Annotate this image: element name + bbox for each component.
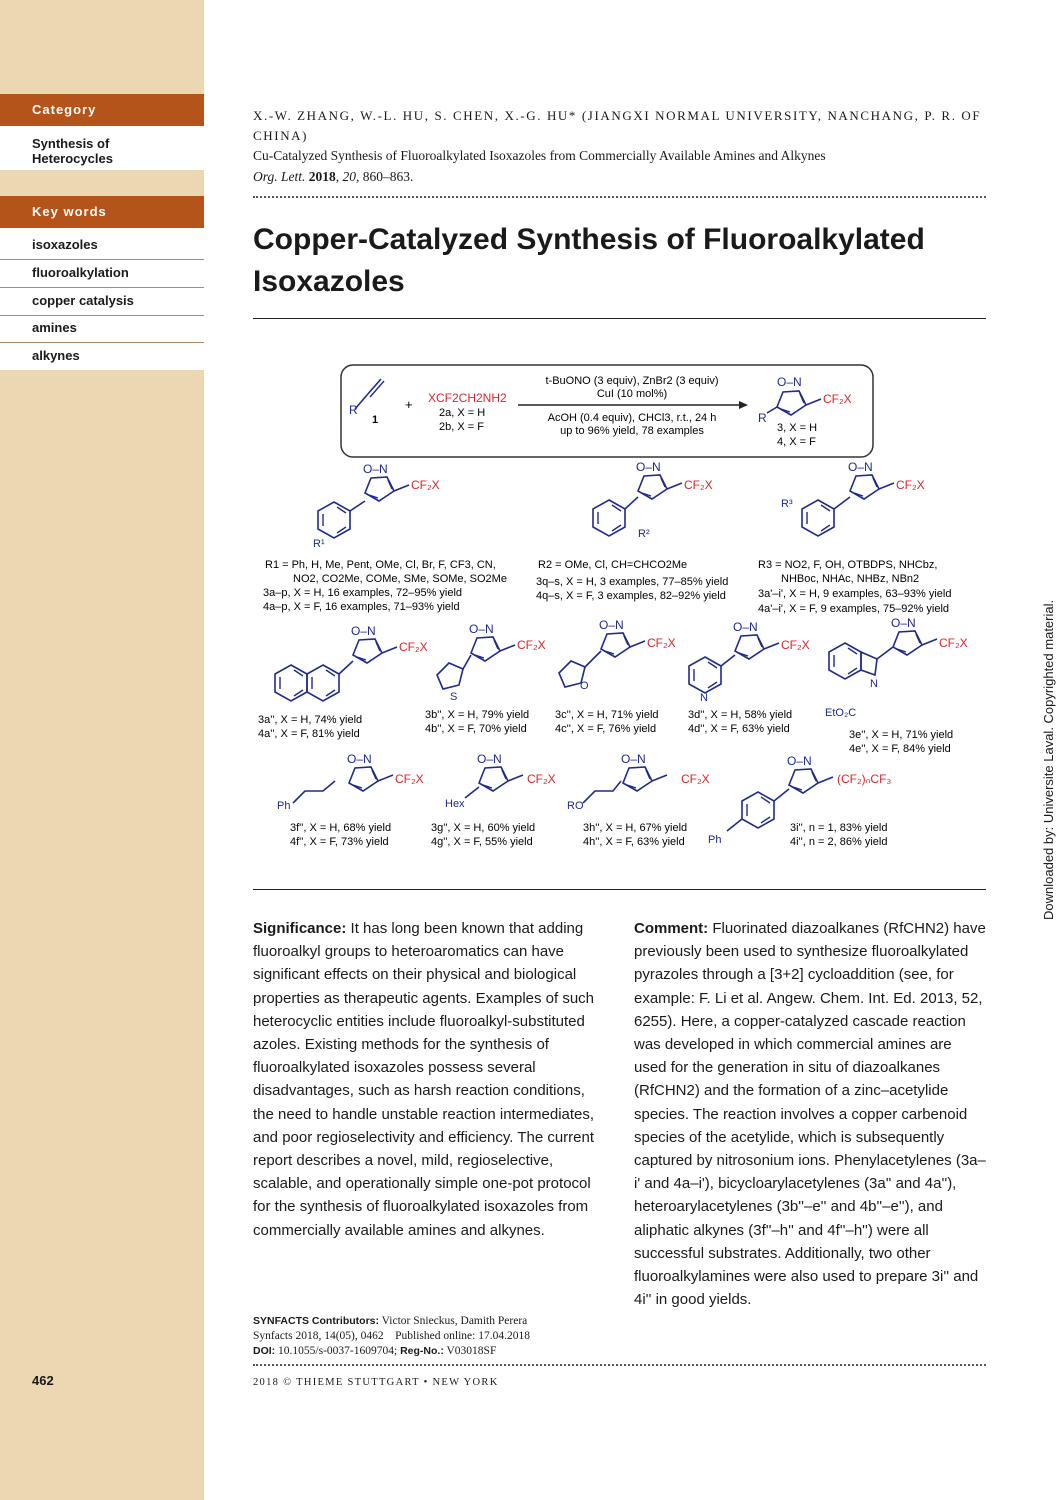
doi-label: DOI: [253,1345,276,1357]
reg-number: V03018SF [446,1345,497,1357]
svg-text:O–N: O–N [347,752,372,766]
volume: 20 [342,169,357,184]
svg-text:+: + [405,397,413,412]
svg-text:CF₂X: CF₂X [781,638,810,652]
catalyst: CuI (10 mol%) [596,388,668,400]
svg-text:CF₂X: CF₂X [527,772,556,786]
r3-3: 3a'–i', X = H, 9 examples, 63–93% yield [758,588,952,600]
reaction-scheme [253,325,987,855]
r2-3: 3q–s, X = H, 3 examples, 77–85% yield [536,576,729,588]
svg-text:CF₂X: CF₂X [823,392,852,406]
svg-text:R: R [758,411,767,425]
amine-2b: 2b, X = F [439,421,484,433]
dotted-divider [253,196,986,198]
row2-b: 4d'', X = F, 63% yield [688,723,790,735]
scheme-divider [253,889,986,890]
significance-label: Significance: [253,920,347,937]
title-divider [253,318,986,319]
r1-line2: NO2, CO2Me, COMe, SMe, SOMe, SO2Me [293,573,507,585]
pages: , 860–863. [356,169,414,184]
product-4: 4, X = F [777,436,816,448]
authors: X.-W. ZHANG, W.-L. HU, S. CHEN, X.-G. HU* (JIANGXI NORMAL UNIVERSITY, NANCHANG, P. R. OF CHINA) [253,108,982,143]
svg-text:S: S [450,691,458,703]
reference-citation: Org. Lett. 2018, 20, 860–863. [253,169,414,184]
keywords-block [0,228,204,370]
reagent-top: t-BuONO (3 equiv), ZnBr2 (3 equiv) [545,375,719,387]
svg-text:N: N [870,678,878,690]
row2-b: 4c'', X = F, 76% yield [555,723,657,735]
amine: XCF2CH2NH2 [428,391,507,405]
journal: Org. Lett. [253,169,306,184]
svg-text:O–N: O–N [787,754,812,768]
sidebar [0,0,204,1500]
r3-4: 4a'–i', X = F, 9 examples, 75–92% yield [758,603,950,615]
svg-text:O–N: O–N [351,624,376,638]
reg-label: Reg-No.: [400,1345,444,1357]
svg-text:R²: R² [638,528,650,540]
contributors-label: SYNFACTS Contributors: [253,1315,379,1327]
comment-text: Fluorinated diazoalkanes (RfCHN2) have previously been used to synthesize fluoroalkylated pyrazoles through a [3+2] cycloaddition (see, for example: F. Li et al. Angew. Chem. Int. Ed. 2013, 52, 6255). Here, a copper-catalyzed cascade reaction was developed in which commercial amines are used for the generation in situ of diazoalkanes (RfCHN2) and the formation of a zinc–acetylide species. The reaction involves a copper carbenoid species of the acetylide, which is subsequently captured by nitrosonium ions. Phenylacetylenes (3a–i' and 4a–i'), bicycloarylacetylenes (3a'' and 4a''), heteroarylacetylenes (3b''–e'' and 4b''–e''), and aliphatic alkynes (3f''–h'' and 4f''–h'') were all successful substrates. Additionally, two other fluoroalkylamines were also used to prepare 3i'' and 4i'' in good yields. [634,920,986,1309]
footer-copyright: 2018 © THIEME STUTTGART • NEW YORK [253,1377,499,1388]
svg-text:O–N: O–N [733,620,758,634]
row2-a: 3e'', X = H, 71% yield [849,729,954,741]
row3-a: 3i'', n = 1, 83% yield [790,822,888,834]
row3-b: 4g'', X = F, 55% yield [431,836,533,848]
svg-text:(CF₂)ₙCF₃: (CF₂)ₙCF₃ [837,772,892,786]
product-3: 3, X = H [777,422,818,434]
significance-section [253,917,605,1242]
contributors-block [253,1314,530,1359]
row3-b: 4i'', n = 2, 86% yield [790,836,888,848]
r2-4: 4q–s, X = F, 3 examples, 82–92% yield [536,590,726,602]
svg-text:O–N: O–N [363,462,388,476]
keyword: amines [32,320,77,335]
svg-text:CF₂X: CF₂X [681,772,710,786]
keywords-header: Key words [0,196,204,228]
svg-text:O–N: O–N [636,460,661,474]
reference-title: Cu-Catalyzed Synthesis of Fluoroalkylated Isoxazoles from Commercially Available Amines and Alkynes [253,148,826,163]
row3-a: 3g'', X = H, 60% yield [431,822,536,834]
year: 2018 [308,169,336,184]
svg-text:CF₂X: CF₂X [684,478,713,492]
svg-text:R¹: R¹ [313,538,325,550]
row2-a: 3b'', X = H, 79% yield [425,709,530,721]
svg-text:CF₂X: CF₂X [395,772,424,786]
reagent-bottom: AcOH (0.4 equiv), CHCl3, r.t., 24 h [547,412,717,424]
svg-text:EtO₂C: EtO₂C [825,707,857,719]
svg-text:O: O [580,680,589,692]
row3-a: 3h'', X = H, 67% yield [583,822,688,834]
row2-b: 4b'', X = F, 70% yield [425,723,527,735]
r1-4: 4a–p, X = F, 16 examples, 71–93% yield [263,601,460,613]
row3-b: 4h'', X = F, 63% yield [583,836,685,848]
row2-a: 3c'', X = H, 71% yield [555,709,659,721]
row2-a: 3a'', X = H, 74% yield [258,714,363,726]
svg-text:O–N: O–N [477,752,502,766]
svg-text:CF₂X: CF₂X [399,640,428,654]
svg-text:O–N: O–N [599,618,624,632]
r3-line2: NHBoc, NHAc, NHBz, NBn2 [781,573,920,585]
keyword: isoxazoles [32,237,98,252]
category-header: Category [0,94,204,126]
svg-text:CF₂X: CF₂X [517,638,546,652]
svg-text:N: N [700,692,708,704]
doi: 10.1055/s-0037-1609704; [278,1345,398,1357]
svg-text:O–N: O–N [469,622,494,636]
row2-a: 3d'', X = H, 58% yield [688,709,793,721]
svg-text:CF₂X: CF₂X [896,478,925,492]
svg-text:1: 1 [372,414,379,426]
row3-a: 3f'', X = H, 68% yield [290,822,392,834]
synfacts-citation: Synfacts 2018, 14(05), 0462 Published online: 17.04.2018 [253,1330,530,1342]
row2-b: 4e'', X = F, 84% yield [849,743,951,755]
download-watermark: Downloaded by: Universite Laval. Copyrighted material. [1041,599,1056,920]
svg-text:O–N: O–N [891,616,916,630]
comment-label: Comment: [634,920,709,937]
keyword: fluoroalkylation [32,265,129,280]
keyword: alkynes [32,348,80,363]
row2-b: 4a'', X = F, 81% yield [258,728,360,740]
scope-note: up to 96% yield, 78 examples [560,425,704,437]
category-block [0,126,204,170]
category-value: Synthesis of Heterocycles [32,136,113,166]
svg-text:R³: R³ [781,498,793,510]
svg-text:CF₂X: CF₂X [411,478,440,492]
svg-text:Ph: Ph [708,834,722,846]
amine-2a: 2a, X = H [439,407,486,419]
significance-text: It has long been known that adding fluoroalkyl groups to heteroaromatics can have significant effects on their physical and biological properties as therapeutic agents. Examples of such heterocyclic entities include fluoroalkyl-substituted azoles. Existing methods for the synthesis of fluoroalkylated isoxazoles possess several disadvantages, such as harsh reaction conditions, the need to handle unstable reaction intermediates, and poor regioselectivity and efficiency. The current report describes a novel, mild, regioselective, scalable, and operationally simple one-pot protocol for the synthesis of fluoroalkylated isoxazoles from commercially available amines and alkynes. [253,920,595,1239]
row3-b: 4f'', X = F, 73% yield [290,836,389,848]
r1-3: 3a–p, X = H, 16 examples, 72–95% yield [263,587,463,599]
r2-line1: R2 = OMe, Cl, CH=CHCO2Me [538,559,688,571]
r3-line1: R3 = NO2, F, OH, OTBDPS, NHCbz, [758,559,938,571]
svg-text:CF₂X: CF₂X [939,636,968,650]
comment-section [634,917,986,1311]
keyword: copper catalysis [32,293,134,308]
svg-text:R: R [349,403,358,417]
svg-text:O–N: O–N [621,752,646,766]
svg-text:Hex: Hex [445,798,465,810]
contributors-names: Victor Snieckus, Damith Perera [381,1315,528,1327]
page-title: Copper-Catalyzed Synthesis of Fluoroalkylated Isoxazoles [253,223,925,298]
svg-text:O–N: O–N [777,375,802,389]
svg-text:CF₂X: CF₂X [647,636,676,650]
r1-line1: R1 = Ph, H, Me, Pent, OMe, Cl, Br, F, CF3, CN, [265,559,496,571]
svg-text:O–N: O–N [848,460,873,474]
svg-text:RO: RO [567,800,584,812]
svg-text:Ph: Ph [277,800,291,812]
page-number: 462 [32,1373,54,1388]
footer-divider [253,1364,986,1366]
